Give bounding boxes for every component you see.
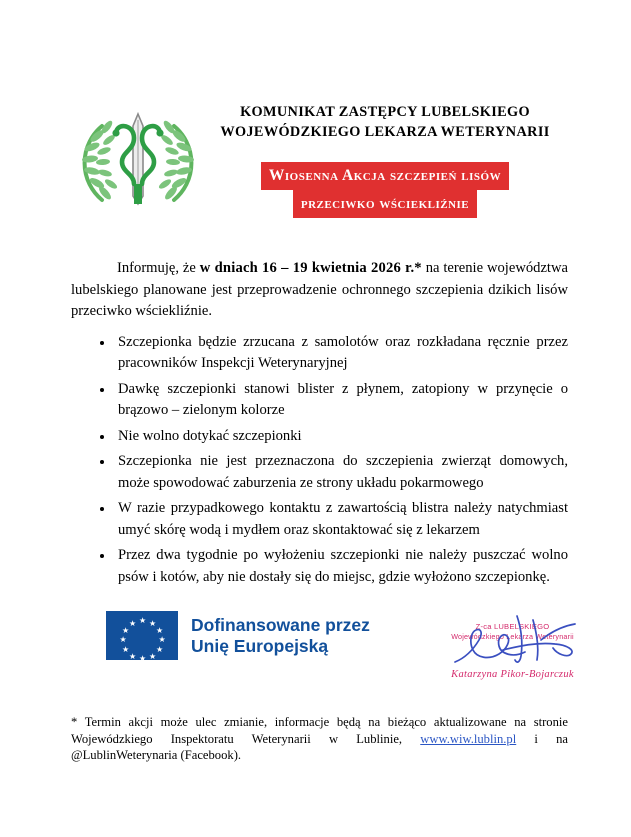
list-item: W razie przypadkowego kontaktu z zawartością blistra należy natychmiast umyć skórę wodą i mydłem oraz skontaktować się z lekarzem	[71, 498, 568, 541]
signatory-name: Katarzyna Pikor-Bojarczuk	[451, 669, 574, 680]
footnote-part-2: i na @LublinWeterynaria (Facebook).	[71, 731, 568, 762]
signature-block	[425, 608, 600, 693]
title-line-2: WOJEWÓDZKIEGO LEKARZA WETERYNARII	[220, 124, 550, 140]
lead-emphasis: w dniach 16 – 19 kwietnia 2026 r.*	[199, 260, 422, 276]
title-line-1: KOMUNIKAT ZASTĘPCY LUBELSKIEGO	[240, 104, 530, 120]
footnote-part-1: * Termin akcji może ulec zmianie, informacje będą na bieżąco aktualizowane na stronie Wojewódzkiego Inspektoratu Weterynarii w Lublinie,	[71, 715, 568, 746]
lead-before: Informuję, że	[117, 260, 200, 276]
list-item: Dawkę szczepionki stanowi blister z płynem, zatopiony w przynęcie o brązowo – zielonym kolorze	[71, 379, 568, 422]
document-header	[0, 96, 631, 231]
list-item: Szczepionka będzie zrzucana z samolotów oraz rozkładana ręcznie przez pracowników Inspekcji Weterynaryjnej	[71, 332, 568, 375]
european-union-flag-icon: ★ ★ ★ ★ ★ ★ ★ ★ ★ ★ ★ ★	[106, 611, 178, 660]
wiw-lublin-link[interactable]: www.wiw.lublin.pl	[420, 731, 517, 746]
stamp-line-1: Z-ca LUBELSKIEGO	[475, 622, 550, 631]
campaign-banner	[200, 162, 570, 218]
lead-paragraph	[71, 258, 568, 323]
veterinary-inspection-emblem-icon	[76, 100, 200, 224]
banner-line-2: przeciwko wściekliźnie	[293, 190, 477, 218]
list-item: Szczepionka nie jest przeznaczona do szczepienia zwierząt domowych, może spowodować zaburzenia ze strony układu pokarmowego	[71, 451, 568, 494]
document-title	[200, 102, 570, 142]
footnote	[71, 714, 568, 764]
lead-after: na terenie województwa lubelskiego planowane jest przeprowadzenie ochronnego szczepienia dzikich lisów przeciwko wściekliźnie.	[71, 260, 568, 319]
list-item: Przez dwa tygodnie po wyłożeniu szczepionki nie należy puszczać wolno psów i kotów, aby nie dostały się do miejsc, gdzie wyłożono szczepionkę.	[71, 545, 568, 588]
eu-funding-line-1: Dofinansowane przez	[191, 614, 370, 635]
document-body	[71, 258, 568, 592]
list-item: Nie wolno dotykać szczepionki	[71, 426, 568, 448]
eu-funding-line-2: Unię Europejską	[191, 635, 329, 656]
handwritten-signature-icon	[445, 610, 590, 676]
eu-funding-logo	[106, 611, 370, 663]
banner-line-1: Wiosenna Akcja szczepień lisów	[261, 162, 509, 190]
information-bullet-list	[71, 332, 568, 589]
stamp-line-2: Wojewódzkiego Lekarza Weterynarii	[451, 632, 574, 641]
eu-funding-text	[191, 615, 370, 657]
